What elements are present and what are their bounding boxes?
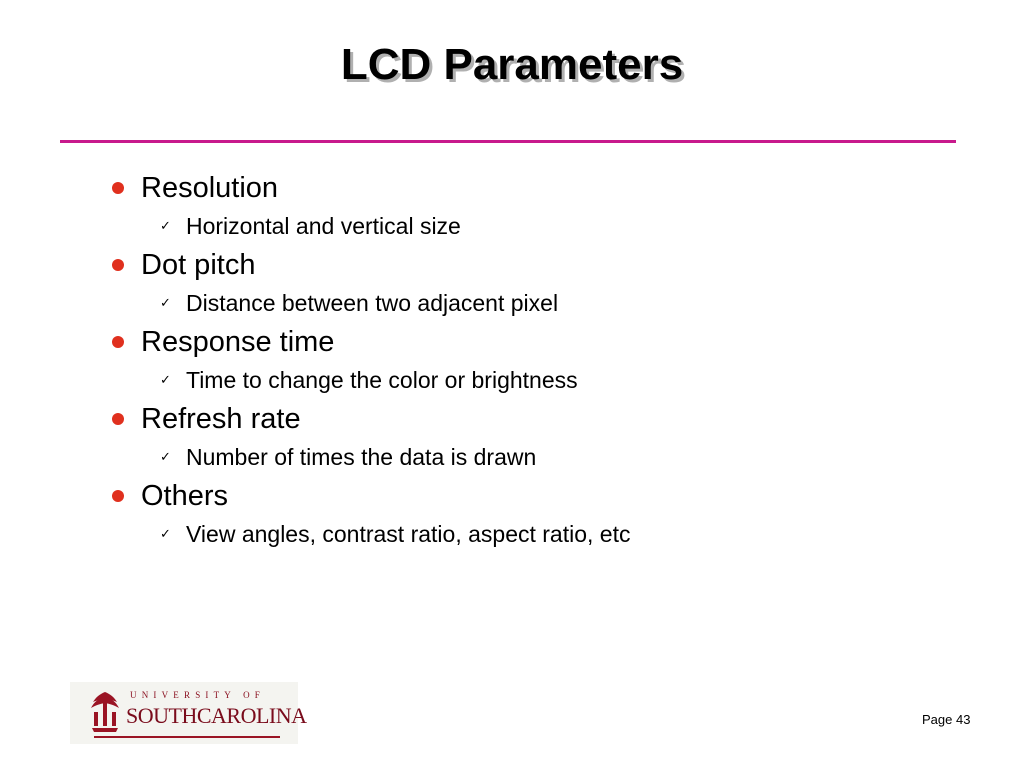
bullet-item-refresh-rate (108, 399, 968, 476)
logo-underline (94, 736, 280, 738)
page-number: Page 43 (922, 712, 971, 727)
logo-university-of: UNIVERSITY OF (130, 690, 266, 700)
bullet-label: Response time (141, 325, 335, 358)
red-dot-icon (112, 259, 124, 271)
bullet-item-response-time (108, 322, 968, 399)
red-dot-icon (112, 336, 124, 348)
checkmark-icon: ✓ (160, 219, 171, 234)
bullet-label: Others (141, 479, 229, 512)
sub-bullet-label: Number of times the data is drawn (186, 444, 537, 470)
checkmark-icon: ✓ (160, 450, 171, 465)
red-dot-icon (112, 413, 124, 425)
sub-bullet-label: View angles, contrast ratio, aspect ratio, etc (186, 521, 631, 547)
logo-university-name: SOUTHCAROLINA (126, 703, 307, 728)
title-divider (60, 140, 956, 143)
bullet-item-others (108, 476, 968, 553)
bullet-item-dot-pitch (108, 245, 968, 322)
palmetto-tree-icon (88, 688, 122, 738)
red-dot-icon (112, 490, 124, 502)
bullet-label: Dot pitch (141, 248, 256, 281)
bullet-label: Resolution (141, 171, 279, 204)
checkmark-icon: ✓ (160, 373, 171, 388)
bullet-item-resolution (108, 168, 968, 245)
sub-bullet-label: Distance between two adjacent pixel (186, 290, 559, 316)
sub-bullet-label: Horizontal and vertical size (186, 213, 461, 239)
bullet-label: Refresh rate (141, 402, 301, 435)
bullet-list (108, 168, 968, 553)
slide-title: LCD Parameters (340, 40, 684, 89)
sub-bullet-label: Time to change the color or brightness (186, 367, 578, 393)
checkmark-icon: ✓ (160, 296, 171, 311)
checkmark-icon: ✓ (160, 527, 171, 542)
red-dot-icon (112, 182, 124, 194)
university-logo (70, 682, 307, 744)
